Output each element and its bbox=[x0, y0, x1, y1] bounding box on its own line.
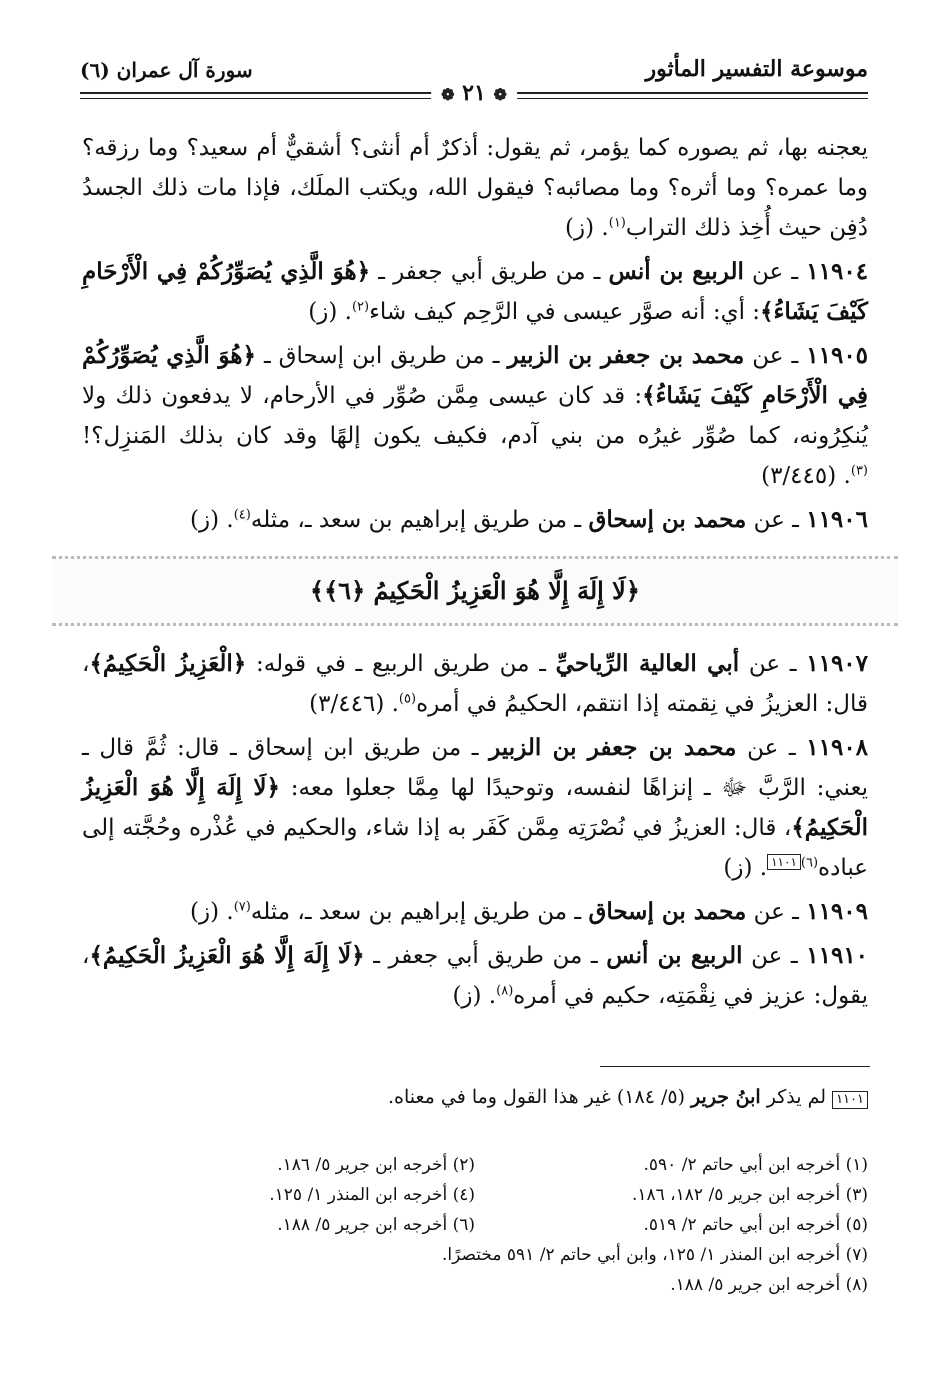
footnote-ref: (٥) bbox=[398, 691, 417, 707]
entry-narrator: أبي العالية الرِّياحيِّ bbox=[555, 650, 740, 677]
entry-an: ـ عن bbox=[752, 343, 799, 369]
footnote-ref: (٣) bbox=[850, 463, 868, 479]
entry-number: ١١٩٠٧ bbox=[806, 650, 869, 677]
entry-number: ١١٩٠٦ bbox=[806, 506, 868, 533]
entry-narrator: محمد بن جعفر بن الزبير bbox=[489, 734, 737, 761]
footnote-ref: (٤) bbox=[233, 507, 251, 523]
surah-title: سورة آل عمران (٦) bbox=[80, 58, 253, 82]
page-header bbox=[80, 52, 868, 112]
entry-number: ١١٩٠٩ bbox=[806, 898, 868, 925]
entry-11904 bbox=[82, 252, 868, 332]
footnote: (٥) أخرجه ابن أبي حاتم ٢/ ٥١٩. bbox=[643, 1215, 868, 1235]
book-title: موسوعة التفسير المأثور bbox=[645, 56, 868, 82]
page-number bbox=[431, 80, 517, 106]
entry-narrator: محمد بن إسحاق bbox=[588, 506, 747, 533]
page-number-value: ٢١ bbox=[462, 80, 486, 106]
entry-number: ١١٩١٠ bbox=[806, 942, 869, 969]
entry-quote: ﴿لَا إِلَهَ إِلَّا هُوَ الْعَزِيزُ الْحَكِيمُ﴾ bbox=[82, 774, 868, 841]
entry-via: ـ من طريق إبراهيم بن سعد ـ، bbox=[297, 507, 582, 533]
footnotes-grid bbox=[82, 1150, 868, 1300]
paragraph-tail: . (ز) bbox=[565, 215, 609, 241]
entry-via: ـ من طريق ابن إسحاق ـ قال: ثُمَّ قال ـ يعني: الرَّبَّ ﷻ ـ إنزاهًا لنفسه، وتوحيدًا لها مِمَّا جعلوا معه: bbox=[82, 735, 868, 801]
entry-an: ـ عن bbox=[752, 259, 799, 285]
entry-tail: . (ز) bbox=[190, 899, 234, 925]
footnote: (٨) أخرجه ابن جرير ٥/ ١٨٨. bbox=[670, 1275, 868, 1295]
entry-text: مثله bbox=[250, 899, 298, 925]
entry-via: ـ من طريق أبي جعفر ـ bbox=[373, 943, 598, 969]
entry-quote: ﴿هُوَ الَّذِي يُصَوِّرُكُمْ فِي الْأَرْحَامِ كَيْفَ يَشَاءُ﴾ bbox=[82, 342, 869, 409]
entry-an: ـ عن bbox=[751, 943, 798, 969]
entry-11908 bbox=[82, 728, 868, 888]
footnote-ref: (٨) bbox=[496, 983, 514, 999]
editor-note-name: ابنُ جرير bbox=[691, 1086, 761, 1108]
entry-11910 bbox=[82, 936, 868, 1016]
ornament-icon: ❁ bbox=[441, 85, 455, 104]
entry-via: ـ من طريق أبي جعفر ـ bbox=[378, 259, 601, 285]
entry-an: ـ عن bbox=[753, 507, 799, 533]
footnote-ref: (٦) bbox=[800, 855, 819, 871]
footnote: (٦) أخرجه ابن جرير ٥/ ١٨٨. bbox=[277, 1215, 475, 1235]
entry-an: ـ عن bbox=[748, 651, 797, 677]
paragraph-text: يعجنه بها، ثم يصوره كما يؤمر، ثم يقول: أذكرٌ أم أنثى؟ أشقيٌّ أم سعيد؟ وما رزقه؟ وما عمره؟ وما أثره؟ وما مصائبه؟ فيقول الله، ويكتب الملَك، فإذا مات ذلك الجسدُ دُفِن حيث أُخِذ ذلك التراب bbox=[82, 135, 868, 241]
editor-note-pre: لم يذكر bbox=[766, 1086, 827, 1108]
entry-number: ١١٩٠٥ bbox=[806, 342, 869, 369]
entry-an: ـ عن bbox=[753, 899, 799, 925]
entry-quote: ﴿لَا إِلَهَ إِلَّا هُوَ الْعَزِيزُ الْحَكِيمُ﴾ bbox=[89, 942, 365, 969]
entry-via: ـ من طريق إبراهيم بن سعد ـ، bbox=[297, 899, 582, 925]
entry-narrator: محمد بن جعفر بن الزبير bbox=[507, 342, 745, 369]
footnote: (٢) أخرجه ابن جرير ٥/ ١٨٦. bbox=[277, 1155, 475, 1175]
entry-via: ـ من طريق الربيع ـ في قوله: bbox=[256, 651, 546, 677]
entry-tail: . (ز) bbox=[723, 855, 768, 881]
footnote-ref: (٢) bbox=[351, 299, 370, 315]
editor-note-post: (٥/ ١٨٤) غير هذا القول وما في معناه. bbox=[387, 1086, 685, 1108]
entry-text: : قد كان عيسى مِمَّن صُوِّر في الأرحام، لا يدفعون ذلك ولا يُنكِرُونه، كما صُوِّر غيرُه من بني آدم، فكيف يكون إلهًا وقد كان بذلك المَنزِل؟! bbox=[82, 383, 868, 449]
main-text bbox=[82, 128, 868, 1020]
entry-text: مثله bbox=[250, 507, 298, 533]
entry-tail: . (ز) bbox=[190, 507, 234, 533]
entry-tail: . (ز) bbox=[452, 983, 497, 1009]
entry-number: ١١٩٠٤ bbox=[806, 258, 869, 285]
entry-11905 bbox=[82, 336, 868, 496]
footnote: (٤) أخرجه ابن المنذر ١/ ١٢٥. bbox=[269, 1185, 475, 1205]
verse-banner bbox=[52, 556, 898, 626]
entry-text: ، يقول: عزيز في نِقْمَتِه، حكيم في أمره bbox=[82, 943, 868, 1009]
entry-tail: . (ز) bbox=[308, 299, 352, 325]
entry-text: : أي: أنه صوَّر عيسى في الرَّحِم كيف شاء bbox=[369, 299, 761, 325]
footnote-separator bbox=[600, 1066, 870, 1067]
entry-narrator: محمد بن إسحاق bbox=[588, 898, 747, 925]
ornament-icon: ❁ bbox=[493, 85, 507, 104]
entry-tail: . (٣/٤٤٦) bbox=[309, 691, 399, 717]
footnote-ref: (١) bbox=[608, 215, 626, 231]
footnote: (١) أخرجه ابن أبي حاتم ٢/ ٥٩٠. bbox=[643, 1155, 868, 1175]
paragraph-continuation bbox=[82, 128, 868, 248]
note-ref-box: ١١٠١ bbox=[767, 854, 801, 870]
footnote: (٧) أخرجه ابن المنذر ١/ ١٢٥، وابن أبي حاتم ٢/ ٥٩١ مختصرًا. bbox=[442, 1245, 868, 1265]
footnotes bbox=[82, 1150, 868, 1300]
entry-text: ، قال: العزيزُ في نِقمته إذا انتقم، الحكيمُ في أمره bbox=[82, 651, 868, 717]
entry-an: ـ عن bbox=[747, 735, 796, 761]
entry-via: ـ من طريق ابن إسحاق ـ bbox=[263, 343, 500, 369]
verse-text: ﴿لَا إِلَهَ إِلَّا هُوَ الْعَزِيزُ الْحَكِيمُ ﴿٦﴾﴾ bbox=[310, 576, 640, 605]
entry-narrator: الربيع بن أنس bbox=[606, 942, 743, 969]
entry-quote: ﴿الْعَزِيزُ الْحَكِيمُ﴾ bbox=[89, 650, 247, 677]
footnote-ref: (٧) bbox=[233, 899, 251, 915]
entry-11907 bbox=[82, 644, 868, 724]
entry-tail: . (٣/٤٤٥) bbox=[761, 463, 851, 489]
entry-quote: ﴿هُوَ الَّذِي يُصَوِّرُكُمْ فِي الْأَرْحَامِ كَيْفَ يَشَاءُ﴾ bbox=[82, 258, 868, 325]
entry-11909 bbox=[82, 892, 868, 932]
editor-note bbox=[82, 1082, 868, 1112]
editor-note-number: ١١٠١ bbox=[832, 1091, 868, 1109]
entry-11906 bbox=[82, 500, 868, 540]
entry-narrator: الربيع بن أنس bbox=[608, 258, 744, 285]
footnote: (٣) أخرجه ابن جرير ٥/ ١٨٢، ١٨٦. bbox=[631, 1185, 868, 1205]
entry-number: ١١٩٠٨ bbox=[806, 734, 869, 761]
entry-text: ، قال: العزيزُ في نُصْرَتِه مِمَّن كَفَر به إذا شاء، والحكيم في عُذْره وحُجَّته إلى عباده bbox=[82, 815, 868, 881]
